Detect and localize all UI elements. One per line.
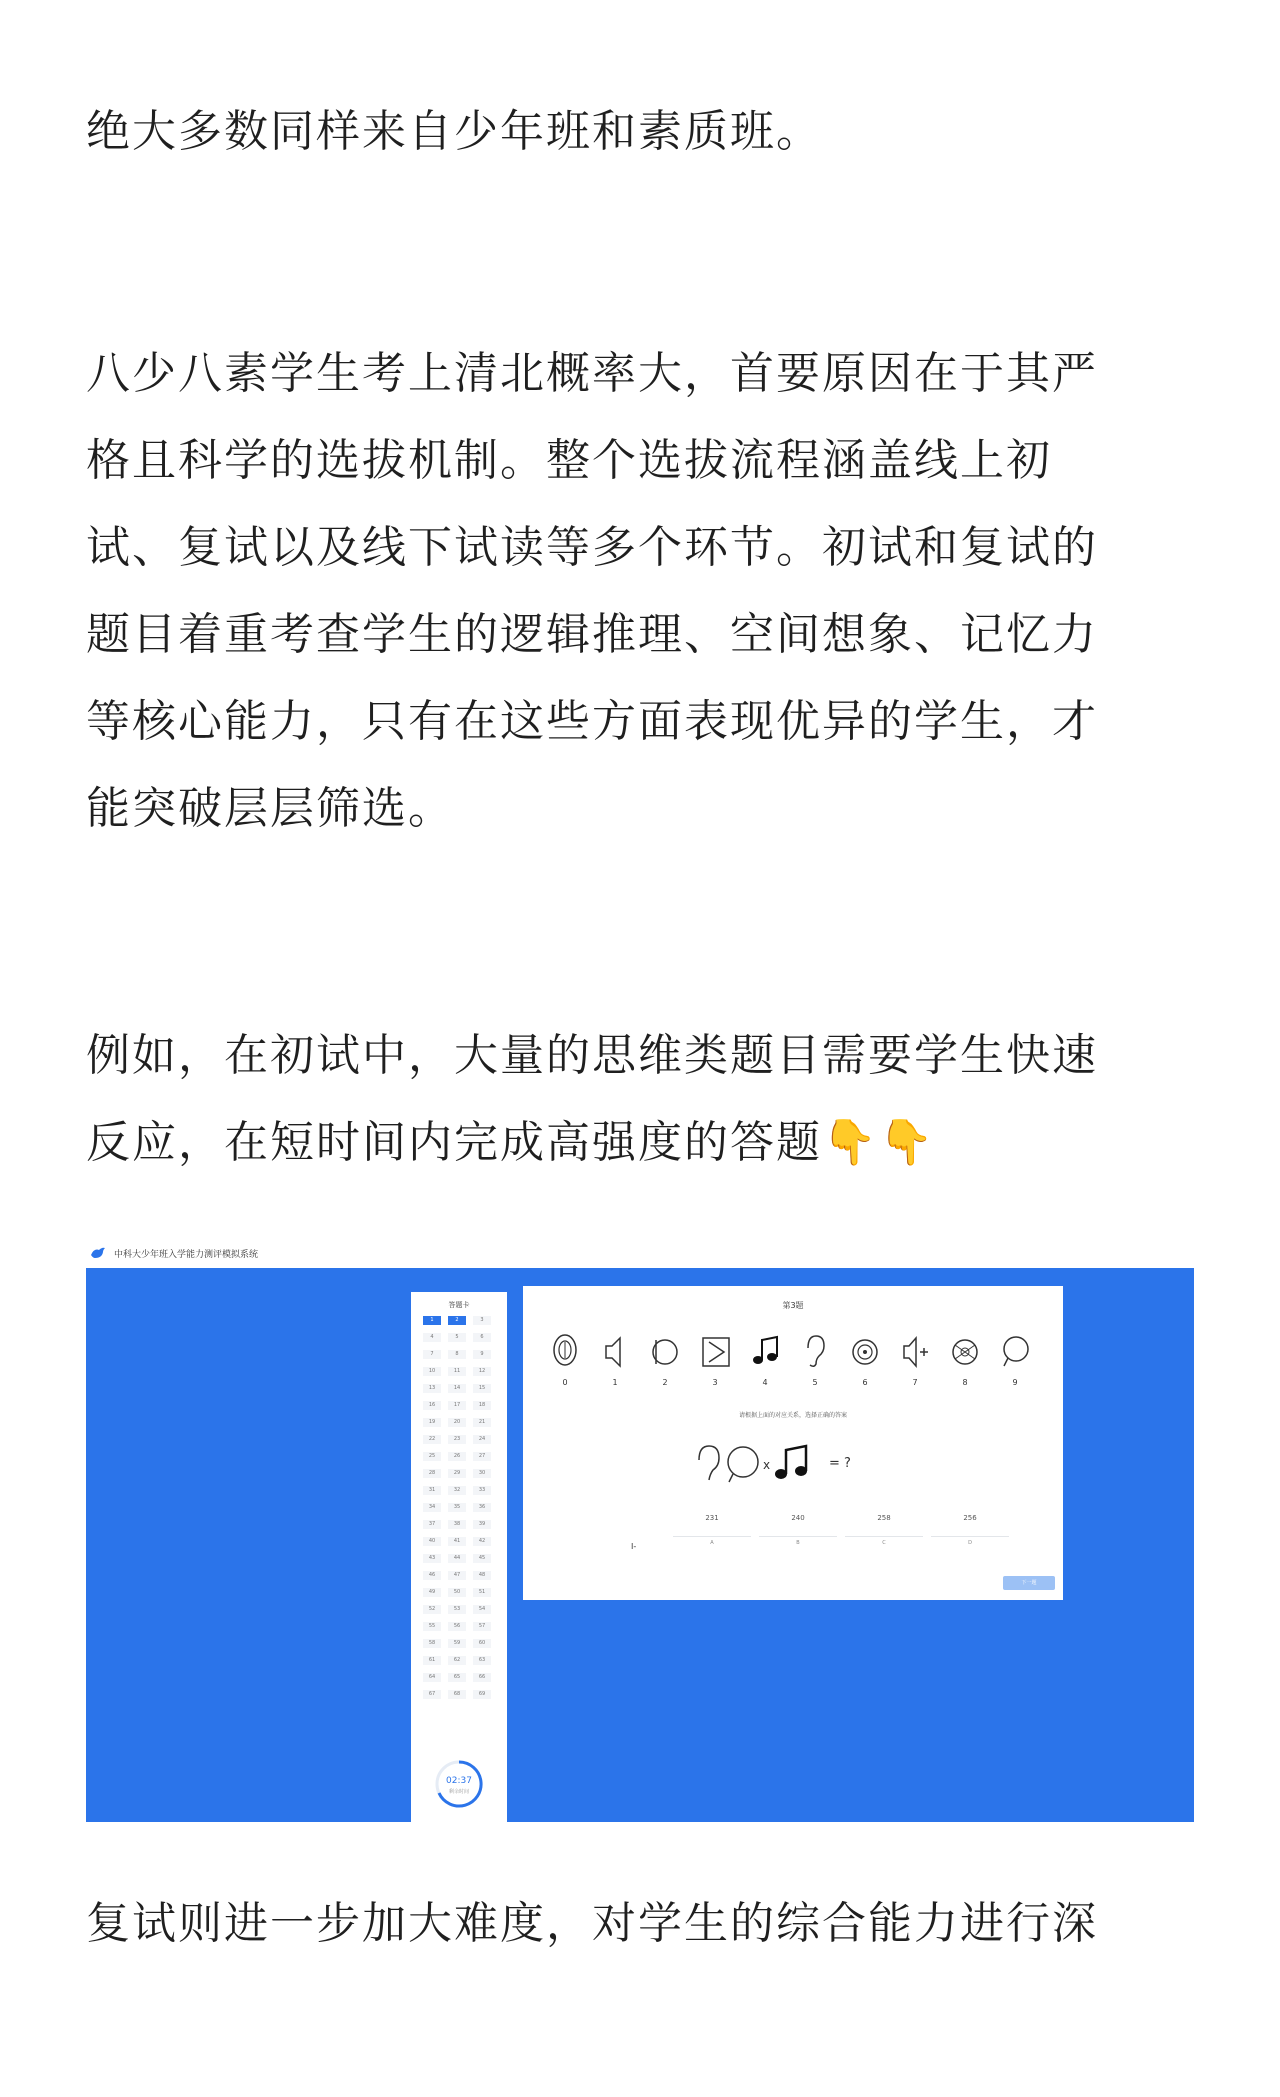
answer-sheet-cell[interactable]: 67 (423, 1690, 441, 1699)
answer-sheet-cell[interactable]: 24 (473, 1435, 491, 1444)
answer-sheet-cell[interactable]: 52 (423, 1605, 441, 1614)
answer-sheet-cell[interactable]: 53 (448, 1605, 466, 1614)
fingerprint-icon (550, 1332, 580, 1372)
answer-sheet-cell[interactable]: 55 (423, 1622, 441, 1631)
answer-sheet-cell[interactable]: 47 (448, 1571, 466, 1580)
answer-sheet-cell[interactable]: 48 (473, 1571, 491, 1580)
answer-sheet-cell[interactable]: 46 (423, 1571, 441, 1580)
paragraph-2-line-1: 八少八素学生考上清北概率大，首要原因在于其严 (86, 348, 1098, 399)
answer-sheet-cell[interactable]: 56 (448, 1622, 466, 1631)
answer-sheet-cell[interactable]: 2 (448, 1316, 466, 1325)
answer-sheet-cell[interactable]: 58 (423, 1639, 441, 1648)
symbol-number: 9 (1012, 1378, 1018, 1387)
embedded-screenshot (86, 1240, 1194, 1822)
symbol-4 (743, 1332, 787, 1392)
symbol-8 (943, 1332, 987, 1392)
speaker-icon (600, 1332, 630, 1372)
paragraph-2-line-3: 试、复试以及线下试读等多个环节。初试和复试的 (86, 522, 1098, 573)
symbol-5 (793, 1332, 837, 1392)
option-key: D (931, 1536, 1009, 1546)
screenshot-header (86, 1240, 1194, 1268)
answer-sheet-cell[interactable]: 38 (448, 1520, 466, 1529)
answer-sheet-cell[interactable]: 61 (423, 1656, 441, 1665)
answer-sheet-cell[interactable]: 66 (473, 1673, 491, 1682)
option-a[interactable] (673, 1514, 751, 1554)
loop-icon (1000, 1332, 1030, 1372)
answer-sheet-cell[interactable]: 31 (423, 1486, 441, 1495)
play-box-icon (700, 1332, 730, 1372)
answer-sheet-cell[interactable]: 25 (423, 1452, 441, 1461)
answer-sheet-cell[interactable]: 33 (473, 1486, 491, 1495)
answer-sheet-cell[interactable]: 37 (423, 1520, 441, 1529)
answer-sheet-cell[interactable]: 41 (448, 1537, 466, 1546)
answer-sheet-cell[interactable]: 50 (448, 1588, 466, 1597)
symbol-6 (843, 1332, 887, 1392)
paragraph-3-line-1: 例如，在初试中，大量的思维类题目需要学生快速 (86, 1030, 1098, 1081)
answer-sheet-cell[interactable]: 19 (423, 1418, 441, 1427)
answer-sheet-cell[interactable]: 32 (448, 1486, 466, 1495)
answer-sheet-cell[interactable]: 62 (448, 1656, 466, 1665)
answer-sheet-cell[interactable]: 8 (448, 1350, 466, 1359)
answer-sheet-cell[interactable]: 36 (473, 1503, 491, 1512)
timer-value: 02:37 (446, 1776, 472, 1786)
answer-sheet-cell[interactable]: 21 (473, 1418, 491, 1427)
answer-sheet-cell[interactable]: 29 (448, 1469, 466, 1478)
circle-cut-icon (650, 1332, 680, 1372)
paragraph-2 (86, 330, 1186, 852)
answer-sheet-cell[interactable]: 44 (448, 1554, 466, 1563)
symbol-number: 0 (562, 1378, 568, 1387)
answer-sheet-cell[interactable]: 3 (473, 1316, 491, 1325)
answer-sheet-cell[interactable]: 17 (448, 1401, 466, 1410)
symbol-number: 3 (712, 1378, 718, 1387)
paragraph-3 (86, 1012, 1186, 1186)
answer-sheet-cell[interactable]: 14 (448, 1384, 466, 1393)
timer-label: 剩余时间 (448, 1789, 469, 1795)
option-value: 258 (877, 1514, 891, 1522)
symbol-key-row (543, 1332, 1043, 1392)
answer-sheet-cell[interactable]: 22 (423, 1435, 441, 1444)
symbol-number: 8 (962, 1378, 968, 1387)
paragraph-4 (86, 1880, 1186, 1967)
pointing-down-emoji: 👇👇 (822, 1117, 936, 1168)
symbol-1 (593, 1332, 637, 1392)
paragraph-2-line-4: 题目着重考查学生的逻辑推理、空间想象、记忆力 (86, 609, 1098, 660)
wheel-icon (950, 1332, 980, 1372)
answer-sheet-cell[interactable]: 4 (423, 1333, 441, 1342)
answer-sheet-cell[interactable]: 40 (423, 1537, 441, 1546)
symbol-number: 1 (612, 1378, 618, 1387)
answer-sheet-cell[interactable]: 51 (473, 1588, 491, 1597)
answer-sheet-title: 答题卡 (448, 1301, 470, 1309)
option-key: B (759, 1536, 837, 1546)
equation-symbols-icon (693, 1442, 823, 1484)
svg-text:x: x (763, 1458, 771, 1472)
question-instruction: 请根据上面的对应关系，选择正确的答案 (738, 1412, 847, 1419)
answer-sheet-cell[interactable]: 63 (473, 1656, 491, 1665)
answer-sheet-cell[interactable]: 65 (448, 1673, 466, 1682)
music-note-icon (750, 1332, 780, 1372)
next-question-button[interactable]: 下一题 (1003, 1576, 1055, 1590)
symbol-0 (543, 1332, 587, 1392)
symbol-number: 6 (862, 1378, 868, 1387)
option-key: A (673, 1536, 751, 1546)
answer-sheet-cell[interactable]: 18 (473, 1401, 491, 1410)
answer-sheet-cell[interactable]: 23 (448, 1435, 466, 1444)
symbol-9 (993, 1332, 1037, 1392)
symbol-number: 2 (662, 1378, 668, 1387)
answer-sheet-cell[interactable]: 35 (448, 1503, 466, 1512)
answer-sheet-cell[interactable]: 39 (473, 1520, 491, 1529)
answer-sheet-cell[interactable]: 43 (423, 1554, 441, 1563)
question-title: 第3题 (782, 1301, 804, 1310)
ear-icon (800, 1332, 830, 1372)
answer-sheet-cell[interactable]: 20 (448, 1418, 466, 1427)
answer-sheet-cell[interactable]: 16 (423, 1401, 441, 1410)
answer-sheet-cell[interactable]: 30 (473, 1469, 491, 1478)
symbol-number: 7 (912, 1378, 918, 1387)
target-icon (850, 1332, 880, 1372)
answer-sheet-cell[interactable]: 60 (473, 1639, 491, 1648)
answer-sheet-cell[interactable]: 64 (423, 1673, 441, 1682)
answer-sheet-cell[interactable]: 34 (423, 1503, 441, 1512)
options-label: I- (631, 1542, 637, 1551)
answer-sheet-cell[interactable]: 69 (473, 1690, 491, 1699)
paragraph-1 (86, 88, 1186, 175)
answer-sheet-cell[interactable]: 45 (473, 1554, 491, 1563)
paragraph-2-line-6: 能突破层层筛选。 (86, 783, 454, 834)
paragraph-1-line-1: 绝大多数同样来自少年班和素质班。 (86, 106, 822, 157)
screenshot-header-title: 中科大少年班入学能力测评模拟系统 (114, 1250, 259, 1260)
answer-sheet-cell[interactable]: 13 (423, 1384, 441, 1393)
answer-sheet-cell[interactable]: 68 (448, 1690, 466, 1699)
answer-sheet-cell[interactable]: 7 (423, 1350, 441, 1359)
paragraph-2-line-5: 等核心能力，只有在这些方面表现优异的学生，才 (86, 696, 1098, 747)
speaker-plus-icon (900, 1332, 930, 1372)
symbol-number: 4 (762, 1378, 768, 1387)
option-value: 231 (705, 1514, 719, 1522)
symbol-3 (693, 1332, 737, 1392)
symbol-2 (643, 1332, 687, 1392)
question-panel (523, 1286, 1063, 1600)
answer-sheet-cell[interactable]: 10 (423, 1367, 441, 1376)
paragraph-2-line-2: 格且科学的选拔机制。整个选拔流程涵盖线上初 (86, 435, 1052, 486)
answer-sheet-cell[interactable]: 1 (423, 1316, 441, 1325)
answer-sheet-cell[interactable]: 9 (473, 1350, 491, 1359)
answer-sheet-cell[interactable]: 26 (448, 1452, 466, 1461)
answer-sheet-cell[interactable]: 11 (448, 1367, 466, 1376)
answer-sheet-cell[interactable]: 15 (473, 1384, 491, 1393)
option-key: C (845, 1536, 923, 1546)
paragraph-3-line-2: 反应，在短时间内完成高强度的答题 (86, 1117, 822, 1168)
answer-sheet-sidebar (411, 1292, 507, 1822)
option-value: 256 (963, 1514, 977, 1522)
answer-sheet-cell[interactable]: 6 (473, 1333, 491, 1342)
option-c[interactable] (845, 1514, 923, 1554)
answer-sheet-cell[interactable]: 27 (473, 1452, 491, 1461)
equation (693, 1438, 913, 1486)
answer-sheet-cell[interactable]: 42 (473, 1537, 491, 1546)
symbol-7 (893, 1332, 937, 1392)
answer-sheet-cell[interactable]: 57 (473, 1622, 491, 1631)
answer-sheet-cell[interactable]: 59 (448, 1639, 466, 1648)
option-value: 240 (791, 1514, 805, 1522)
option-b[interactable] (759, 1514, 837, 1554)
answer-sheet-cell[interactable]: 49 (423, 1588, 441, 1597)
answer-sheet-cell[interactable]: 12 (473, 1367, 491, 1376)
bird-logo-icon (90, 1246, 106, 1260)
symbol-number: 5 (812, 1378, 818, 1387)
option-d[interactable] (931, 1514, 1009, 1554)
answer-sheet-cell[interactable]: 54 (473, 1605, 491, 1614)
answer-sheet-cell[interactable]: 28 (423, 1469, 441, 1478)
equation-rhs: = ? (829, 1456, 851, 1471)
answer-sheet-cell[interactable]: 5 (448, 1333, 466, 1342)
paragraph-4-line-1: 复试则进一步加大难度，对学生的综合能力进行深 (86, 1898, 1098, 1949)
